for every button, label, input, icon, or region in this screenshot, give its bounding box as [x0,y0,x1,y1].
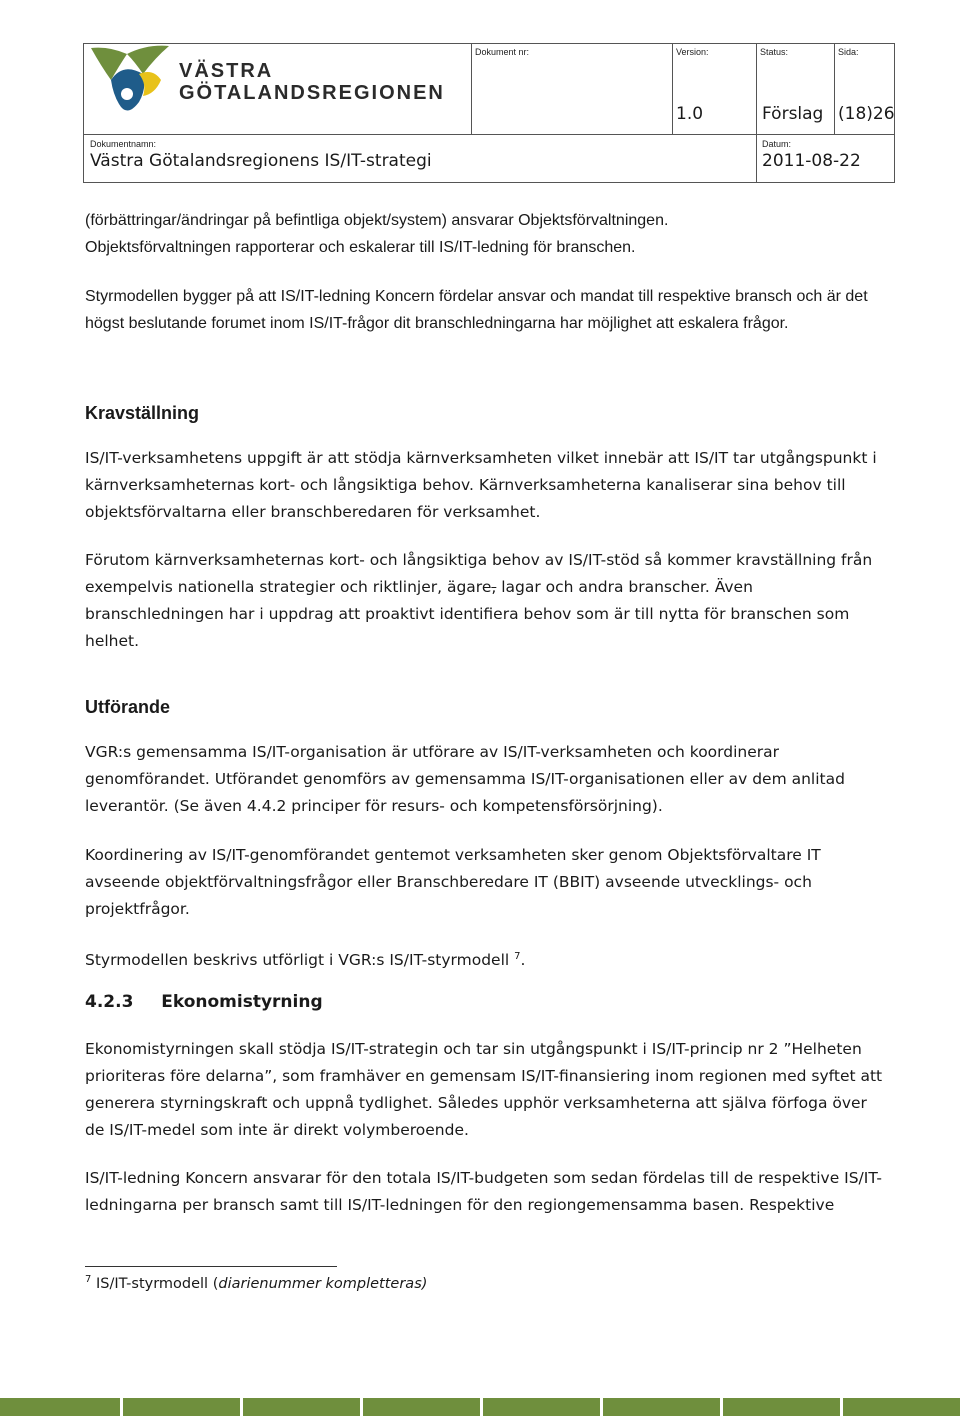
date-label: Datum: [762,139,792,149]
footnote-number: 7 [85,1274,92,1285]
paragraph-line: (förbättringar/ändringar på befintliga objekt/system) ansvarar Objektsförvaltningen. [85,212,669,229]
section-heading: Kravställning [85,403,200,423]
status-label: Status: [760,47,789,57]
logo-mark-icon [89,44,179,132]
page-label: Sida: [838,47,859,57]
header-divider [756,44,757,183]
doc-name-value: Västra Götalandsregionens IS/IT-strategi [90,151,432,171]
paragraph: VGR:s gemensamma IS/IT-organisation är utförare av IS/IT-verksamheten och koordinerar genomförandet. Utförandet genomförs av gemensamma IS/IT-organisationen eller av dem anlitad leverantör. (Se även 4.4.2 principer för resurs- och kompetensförsörjning). [85,743,845,815]
footnote-separator [85,1266,337,1267]
paragraph: Ekonomistyrningen skall stödja IS/IT-strategin och tar sin utgångspunkt i IS/IT-princip nr 2 ”Helheten prioriteras före delarna”, som framhäver en gemensam IS/IT-finansiering inom regionen med syftet att generera styrningskraft och uppnå tydlighet. Således upphör verksamheterna att själva förfoga över de IS/IT-medel som inte är direkt volymberoende. [85,1040,883,1139]
document-header [83,43,895,183]
paragraph-text: Förutom kärnverksamheternas kort- och långsiktiga behov av IS/IT-stöd så kommer kravställning från exempelvis nationella strategier och riktlinjer, ägare [85,551,873,596]
footer-bar [0,1398,960,1416]
footnote [85,1274,427,1292]
version-value: 1.0 [676,104,704,124]
paragraph: IS/IT-verksamhetens uppgift är att stödja kärnverksamheten vilket innebär att IS/IT tar utgångspunkt i kärnverksamheternas kort- och långsiktiga behov. Kärnverksamheterna kanaliserar sina behov till objektsförvaltarna eller branschberedaren för verksamhet. [85,449,877,521]
paragraph [85,547,885,655]
paragraph-text: . [520,951,526,970]
paragraph [85,207,885,261]
header-divider [471,44,472,135]
header-divider [834,44,835,135]
paragraph [85,943,885,974]
footnote-text: IS/IT-styrmodell ( [95,1275,219,1292]
paragraph: Styrmodellen bygger på att IS/IT-ledning Koncern fördelar ansvar och mandat till respektive bransch och är det högst beslutande forumet inom IS/IT-frågor dit branschledningarna har möjlighet att eskalera frågor. [85,288,868,332]
version-label: Version: [676,47,709,57]
doc-name-label: Dokumentnamn: [90,139,157,149]
footnote-ref[interactable]: 7 [514,951,521,962]
struck-text: , [491,578,497,596]
status-value: Förslag [762,104,824,124]
page-value: (18)26 [838,104,895,124]
org-logo [89,44,461,132]
section-heading: Utförande [85,697,170,717]
date-value: 2011-08-22 [762,151,861,171]
subsection-heading [85,992,323,1012]
paragraph: Koordinering av IS/IT-genomförandet gentemot verksamheten sker genom Objektsförvaltare IT avseende objektförvaltningsfrågor eller Branschberedare IT (BBIT) avseende utvecklings- och projektfrågor. [85,846,821,918]
org-name-line1: VÄSTRA [179,60,274,82]
org-name-line2: GÖTALANDSREGIONEN [179,82,445,104]
paragraph-text: Styrmodellen beskrivs utförligt i VGR:s IS/IT-styrmodell [85,951,515,970]
section-number: 4.2.3 [85,992,134,1012]
section-title: Ekonomistyrning [161,992,323,1012]
paragraph-line: Objektsförvaltningen rapporterar och eskalerar till IS/IT-ledning för branschen. [85,239,636,256]
header-divider [84,134,894,135]
header-divider [672,44,673,135]
footnote-italic-text: diarienummer kompletteras) [218,1275,428,1292]
doc-nr-label: Dokument nr: [475,47,530,57]
paragraph: IS/IT-ledning Koncern ansvarar för den totala IS/IT-budgeten som sedan fördelas till de respektive IS/IT-ledningarna per bransch samt till IS/IT-ledningen för den regiongemensamma basen. Respektive [85,1169,882,1214]
paragraph-text: lagar och andra branscher. Även branschledningen har i uppdrag att proaktivt identifiera behov som är till nytta för branschen som helhet. [85,578,850,650]
